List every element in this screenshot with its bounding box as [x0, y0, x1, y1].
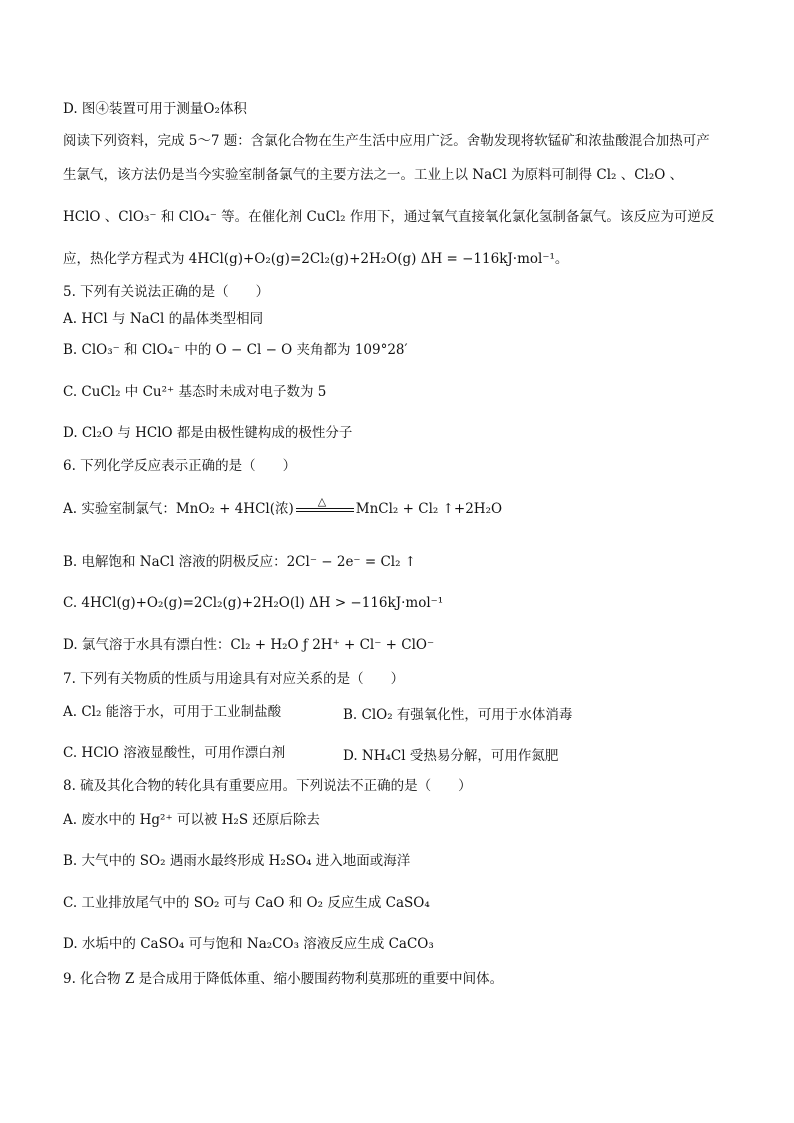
- q5-option-c: C. CuCl₂ 中 Cu²⁺ 基态时未成对电子数为 5: [63, 384, 327, 400]
- q5-option-b: B. ClO₃⁻ 和 ClO₄⁻ 中的 O − Cl − O 夹角都为 109°28′: [63, 342, 408, 358]
- reading-line-4: 应，热化学方程式为 4HCl(g)+O₂(g)=2Cl₂(g)+2H₂O(g) ΔH = −116kJ·mol⁻¹。: [63, 251, 569, 267]
- q8-option-a: A. 废水中的 Hg²⁺ 可以被 H₂S 还原后除去: [63, 812, 320, 828]
- heating-triangle-icon: △: [317, 494, 327, 508]
- q6-option-d: D. 氯气溶于水具有漂白性：Cl₂ + H₂O ƒ 2H⁺ + Cl⁻ + ClO⁻: [63, 637, 435, 653]
- q5-option-d: D. Cl₂O 与 HClO 都是由极性键构成的极性分子: [63, 425, 353, 441]
- q7-stem: 7. 下列有关物质的性质与用途具有对应关系的是（ ）: [63, 671, 405, 687]
- reading-line-1: 阅读下列资料，完成 5～7 题：含氯化合物在生产生活中应用广泛。舍勒发现将软锰矿和浓盐酸混合加热可产: [63, 133, 710, 149]
- q6-option-c: C. 4HCl(g)+O₂(g)=2Cl₂(g)+2H₂O(l) ΔH > −116kJ·mol⁻¹: [63, 595, 444, 611]
- q6-option-b: B. 电解饱和 NaCl 溶液的阴极反应：2Cl⁻ − 2e⁻ = Cl₂ ↑: [63, 554, 417, 570]
- q4-option-d: D. 图④装置可用于测量O₂体积: [63, 101, 247, 117]
- q8-option-c: C. 工业排放尾气中的 SO₂ 可与 CaO 和 O₂ 反应生成 CaSO₄: [63, 895, 430, 911]
- q6-option-a: [63, 494, 503, 518]
- q7-option-d: D. NH₄Cl 受热易分解，可用作氮肥: [343, 748, 559, 764]
- reading-line-3: HClO 、ClO₃⁻ 和 ClO₄⁻ 等。在催化剂 CuCl₂ 作用下，通过氧气直接氧化氯化氢制备氯气。该反应为可逆反: [63, 209, 715, 225]
- q7-option-c: C. HClO 溶液显酸性，可用作漂白剂: [63, 745, 286, 761]
- q5-option-a: A. HCl 与 NaCl 的晶体类型相同: [63, 311, 264, 327]
- q7-option-b: B. ClO₂ 有强氧化性，可用于水体消毒: [343, 707, 573, 723]
- q7-option-a: A. Cl₂ 能溶于水，可用于工业制盐酸: [63, 704, 282, 720]
- q8-stem: 8. 硫及其化合物的转化具有重要应用。下列说法不正确的是（ ）: [63, 778, 472, 794]
- q6-stem: 6. 下列化学反应表示正确的是（ ）: [63, 458, 297, 474]
- q6-a-reactants: A. 实验室制氯气：MnO₂ + 4HCl(浓): [63, 501, 294, 517]
- reading-line-2: 生氯气，该方法仍是当今实验室制备氯气的主要方法之一。工业上以 NaCl 为原料可制得 Cl₂ 、Cl₂O 、: [63, 167, 684, 183]
- q8-option-b: B. 大气中的 SO₂ 遇雨水最终形成 H₂SO₄ 进入地面或海洋: [63, 853, 411, 869]
- q9-stem: 9. 化合物 Z 是合成用于降低体重、缩小腰围药物利莫那班的重要中间体。: [63, 971, 504, 987]
- q8-option-d: D. 水垢中的 CaSO₄ 可与饱和 Na₂CO₃ 溶液反应生成 CaCO₃: [63, 936, 434, 952]
- q6-a-products: MnCl₂ + Cl₂ ↑+2H₂O: [355, 501, 503, 517]
- heating-equilibrium-arrow: [296, 494, 354, 517]
- q5-stem: 5. 下列有关说法正确的是（ ）: [63, 284, 270, 300]
